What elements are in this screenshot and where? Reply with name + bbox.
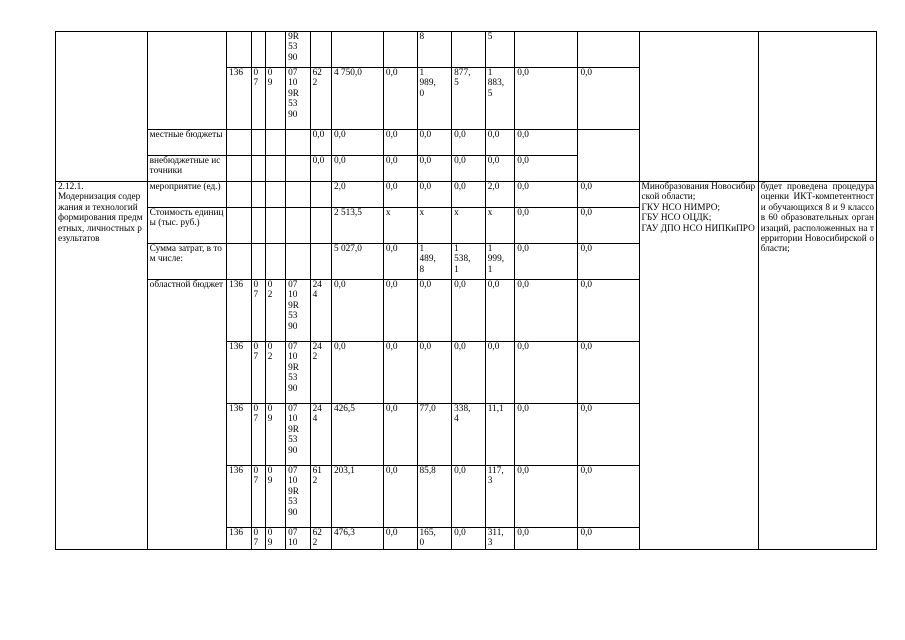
table-cell: 0,0	[417, 280, 452, 342]
table-cell: 8	[417, 32, 452, 68]
table-cell: 0,0	[485, 342, 515, 404]
table-cell: x	[452, 208, 486, 244]
table-cell	[515, 32, 578, 68]
table-cell: 1 489, 8	[417, 244, 452, 280]
table-cell: 0,0	[578, 466, 639, 528]
section-name-cell: 2.12.1. Модернизация содержания и технологий формирования предметных, личностных результатов	[56, 182, 148, 550]
table-cell: 9R 53 90	[286, 32, 310, 68]
table-cell: мероприятие (ед.)	[147, 182, 226, 208]
table-cell: 0,0	[515, 404, 578, 466]
table-cell: 0,0	[417, 130, 452, 156]
table-cell	[251, 130, 265, 156]
table-cell	[227, 32, 251, 68]
table-cell: 338, 4	[452, 404, 486, 466]
table-cell: 0,0	[383, 528, 417, 550]
table-cell: 0,0	[578, 68, 639, 130]
table-cell: 136	[227, 466, 251, 528]
table-cell: 0 7	[251, 68, 265, 130]
table-cell: 0,0	[452, 130, 486, 156]
table-cell: 0,0	[383, 280, 417, 342]
table-cell: 203,1	[331, 466, 383, 528]
table-cell: 0,0	[515, 466, 578, 528]
table-cell: 0 9	[265, 466, 285, 528]
table-cell	[265, 244, 285, 280]
table-cell: 0,0	[515, 130, 578, 156]
table-cell: 0 9	[265, 528, 285, 550]
table-cell	[286, 244, 310, 280]
table-cell: 0,0	[515, 342, 578, 404]
table-cell: 0,0	[383, 130, 417, 156]
table-cell: 11,1	[485, 404, 515, 466]
result-cell-prev	[758, 32, 876, 182]
table-cell: 0,0	[417, 342, 452, 404]
table-cell: 85,8	[417, 466, 452, 528]
table-cell: 311, 3	[485, 528, 515, 550]
table-cell: Сумма затрат, в том числе:	[147, 244, 226, 280]
table-cell	[286, 208, 310, 244]
table-cell: 0,0	[485, 156, 515, 182]
table-cell: 07 10 9R 53 90	[286, 68, 310, 130]
table-cell: 136	[227, 342, 251, 404]
table-cell	[227, 182, 251, 208]
table-cell: 0,0	[578, 208, 639, 244]
table-cell: 0,0	[578, 342, 639, 404]
category-cell-prev	[147, 32, 226, 130]
table-cell: Стоимость единицы (тыс. руб.)	[147, 208, 226, 244]
section-name-cell-prev	[56, 32, 148, 182]
table-cell: 0,0	[485, 280, 515, 342]
table-cell: 136	[227, 404, 251, 466]
table-cell: 476,3	[331, 528, 383, 550]
table-cell	[227, 208, 251, 244]
table-cell: 0,0	[310, 130, 331, 156]
table-cell: 62 2	[310, 68, 331, 130]
table-cell: 0,0	[331, 156, 383, 182]
table-cell: 0,0	[310, 156, 331, 182]
table-cell: 0 7	[251, 404, 265, 466]
result-cell: будет проведена процедура оценки ИКТ-компетентности обучающихся 8 и 9 классов 60 образовательных организаций, расположенных на территории Новосибирской области;	[758, 182, 876, 550]
table-cell: 4 750,0	[331, 68, 383, 130]
table-cell: 0,0	[417, 182, 452, 208]
table-row	[56, 182, 877, 208]
table-cell	[251, 244, 265, 280]
table-cell: внебюджетные источники	[147, 156, 226, 182]
table-cell: x	[383, 208, 417, 244]
table-cell: 0 7	[251, 528, 265, 550]
table-cell: 24 2	[310, 342, 331, 404]
table-cell: 0,0	[452, 466, 486, 528]
table-cell: 0,0	[417, 156, 452, 182]
table-cell: 0 7	[251, 342, 265, 404]
table-cell	[452, 32, 486, 68]
table-cell: 07 10	[286, 528, 310, 550]
table-cell: местные бюджеты	[147, 130, 226, 156]
table-cell	[265, 208, 285, 244]
table-cell: 0,0	[383, 68, 417, 130]
table-cell: 0,0	[578, 280, 639, 342]
table-cell: 0,0	[383, 342, 417, 404]
table-cell	[286, 156, 310, 182]
table-cell: 0,0	[578, 182, 639, 208]
table-cell: 0,0	[331, 130, 383, 156]
table-cell: 1 883, 5	[485, 68, 515, 130]
table-cell	[251, 182, 265, 208]
table-cell: 0,0	[515, 244, 578, 280]
table-cell: 24 4	[310, 404, 331, 466]
executor-cell: Минобразования Новосибирской области; ГКУ НСО НИМРО; ГБУ НСО ОЦДК; ГАУ ДПО НСО НИПКиПРО	[639, 182, 758, 550]
table-cell: 1 989, 0	[417, 68, 452, 130]
table-cell	[251, 32, 265, 68]
table-cell	[265, 32, 285, 68]
table-cell: 0,0	[515, 68, 578, 130]
table-cell: 0,0	[452, 342, 486, 404]
table-cell: 0,0	[383, 244, 417, 280]
table-cell: 77,0	[417, 404, 452, 466]
table-cell	[331, 32, 383, 68]
table-cell: 62 2	[310, 528, 331, 550]
table-cell: 136	[227, 528, 251, 550]
table-cell: 07 10 9R 53 90	[286, 280, 310, 342]
table-cell: x	[417, 208, 452, 244]
table-cell: 0,0	[331, 342, 383, 404]
table-cell	[227, 244, 251, 280]
table-cell: 2,0	[331, 182, 383, 208]
table-cell: 07 10 9R 53 90	[286, 466, 310, 528]
table-cell: 2,0	[485, 182, 515, 208]
table-cell	[310, 182, 331, 208]
table-cell: 0 2	[265, 280, 285, 342]
table-cell: 07 10 9R 53 90	[286, 404, 310, 466]
table-cell	[578, 32, 639, 68]
table-cell: 0,0	[578, 244, 639, 280]
table-cell: x	[485, 208, 515, 244]
budget-table	[55, 31, 877, 550]
table-cell: 1 538, 1	[452, 244, 486, 280]
table-cell	[265, 182, 285, 208]
table-cell: 0,0	[515, 156, 578, 182]
table-cell	[251, 208, 265, 244]
table-cell: 0,0	[452, 528, 486, 550]
table-cell	[227, 156, 251, 182]
table-cell: 0,0	[383, 182, 417, 208]
table-cell	[383, 32, 417, 68]
table-cell	[310, 208, 331, 244]
table-cell: 117, 3	[485, 466, 515, 528]
table-cell	[265, 156, 285, 182]
table-cell: областной бюджет	[147, 280, 226, 550]
table-cell: 426,5	[331, 404, 383, 466]
table-cell: 0,0	[383, 404, 417, 466]
table-cell	[286, 130, 310, 156]
table-row	[56, 32, 877, 68]
table-cell: 2 513,5	[331, 208, 383, 244]
table-cell: 0,0	[578, 404, 639, 466]
table-cell: 5 027,0	[331, 244, 383, 280]
table-cell: 0,0	[331, 280, 383, 342]
table-cell	[310, 244, 331, 280]
table-cell: 877, 5	[452, 68, 486, 130]
table-cell	[265, 130, 285, 156]
table-cell: 0,0	[452, 182, 486, 208]
table-cell: 0,0	[515, 182, 578, 208]
table-cell: 61 2	[310, 466, 331, 528]
table-cell	[251, 156, 265, 182]
table-cell: 0 9	[265, 404, 285, 466]
table-cell: 5	[485, 32, 515, 68]
table-cell: 0,0	[452, 280, 486, 342]
table-cell: 0,0	[515, 528, 578, 550]
table-cell: 165, 0	[417, 528, 452, 550]
table-cell: 0 7	[251, 466, 265, 528]
table-cell: 0,0	[515, 208, 578, 244]
table-cell: 0,0	[515, 280, 578, 342]
table-cell: 0,0	[485, 130, 515, 156]
table-cell: 0 9	[265, 68, 285, 130]
executor-cell-prev	[639, 32, 758, 182]
table-cell: 1 999, 1	[485, 244, 515, 280]
table-cell: 0 7	[251, 280, 265, 342]
table-cell	[310, 32, 331, 68]
table-cell: 24 4	[310, 280, 331, 342]
table-cell: 0,0	[578, 528, 639, 550]
table-cell: 0,0	[452, 156, 486, 182]
table-cell: 07 10 9R 53 90	[286, 342, 310, 404]
table-cell: 0 2	[265, 342, 285, 404]
table-cell	[286, 182, 310, 208]
table-cell: 136	[227, 68, 251, 130]
table-cell	[227, 130, 251, 156]
table-cell: 0,0	[383, 466, 417, 528]
table-cell: 136	[227, 280, 251, 342]
table-cell: 0,0	[383, 156, 417, 182]
